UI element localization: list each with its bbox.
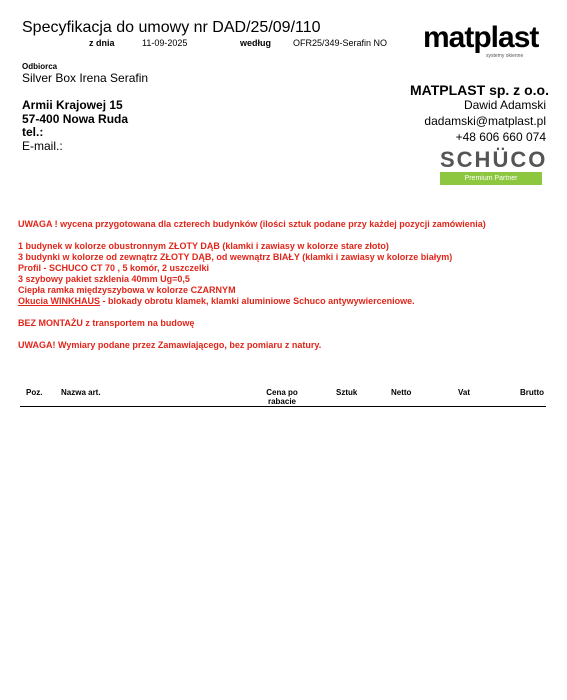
note-line-3: Profil - SCHUCO CT 70 , 5 komór, 2 uszczelki xyxy=(18,263,210,273)
recipient-email-label: E-mail.: xyxy=(22,139,63,153)
note-no-install: BEZ MONTAŻU z transportem na budowę xyxy=(18,318,195,328)
vendor-email: dadamski@matplast.pl xyxy=(424,114,546,128)
date-label: z dnia xyxy=(89,38,115,48)
recipient-name: Silver Box Irena Serafin xyxy=(22,71,149,85)
vendor-company: MATPLAST sp. z o.o. xyxy=(410,82,549,98)
note-line-2: 3 budynki w kolorze od zewnątrz ZŁOTY DĄB, od wewnątrz BIAŁY (klamki i zawiasy w kolorze białym) xyxy=(18,252,453,262)
note-line-4: 3 szybowy pakiet szklenia 40mm Ug=0,5 xyxy=(18,274,190,284)
recipient-street: Armii Krajowej 15 xyxy=(22,98,123,112)
document-title: Specyfikacja do umowy nr DAD/25/09/110 xyxy=(22,19,321,36)
note-line-5: Ciepła ramka międzyszybowa w kolorze CZARNYM xyxy=(18,285,236,295)
recipient-phone-label: tel.: xyxy=(22,125,44,139)
note-warning: UWAGA ! wycena przygotowana dla czterech budynków (ilości sztuk podane przy każdej pozycji zamówienia) xyxy=(18,219,486,229)
col-poz: Poz. xyxy=(26,388,43,397)
matplast-logo: matplast xyxy=(423,21,539,54)
col-name: Nazwa art. xyxy=(61,388,101,397)
hardware-label: Okucia WINKHAUS xyxy=(18,296,101,306)
vendor-phone: +48 606 660 074 xyxy=(455,130,546,144)
note-hardware xyxy=(18,296,415,306)
table-header-rule xyxy=(20,406,546,407)
matplast-logo-tagline: systemy okienne xyxy=(486,53,524,59)
col-vat: Vat xyxy=(458,388,471,397)
note-line-1: 1 budynek w kolorze obustronnym ZŁOTY DĄB (klamki i zawiasy w kolorze stare złoto) xyxy=(18,241,389,251)
recipient-label: Odbiorca xyxy=(22,62,58,71)
premium-partner-badge: Premium Partner xyxy=(440,172,542,185)
col-qty: Sztuk xyxy=(336,388,358,397)
per-label: według xyxy=(240,38,271,48)
recipient-city: 57-400 Nowa Ruda xyxy=(22,112,129,126)
note-dimensions: UWAGA! Wymiary podane przez Zamawiającego, bez pomiaru z natury. xyxy=(18,340,322,350)
schuco-logo: SCHÜCO xyxy=(440,147,548,172)
col-gross: Brutto xyxy=(520,388,544,397)
date-value: 11-09-2025 xyxy=(142,38,188,48)
col-net: Netto xyxy=(391,388,412,397)
offer-number: OFR25/349-Serafin NO xyxy=(293,38,388,48)
hardware-description: - blokady obrotu klamek, klamki aluminiowe Schuco antywywierceniowe. xyxy=(100,296,415,306)
vendor-person: Dawid Adamski xyxy=(463,98,546,112)
col-price-line-1: Cena po xyxy=(266,388,298,397)
col-price xyxy=(262,388,302,406)
col-price-line-2: rabacie xyxy=(267,397,297,406)
